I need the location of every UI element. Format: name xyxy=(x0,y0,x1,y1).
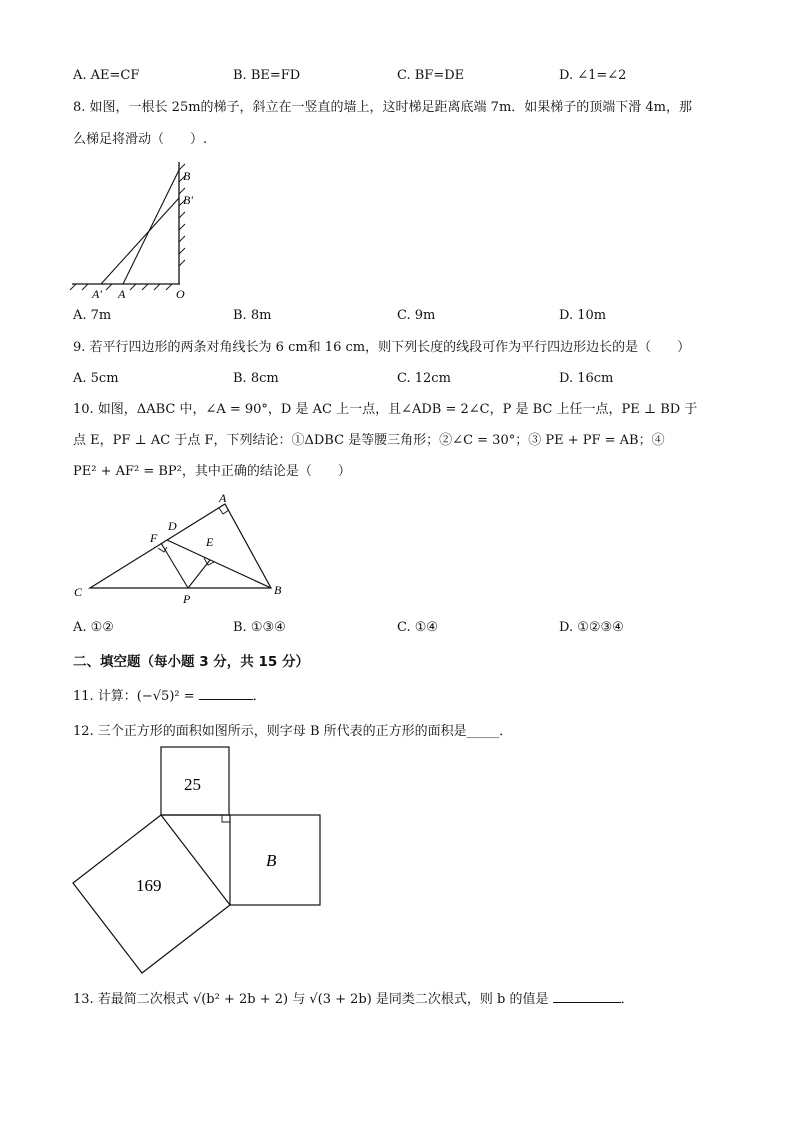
q12-squares-figure xyxy=(70,746,330,976)
q8-label-a: A xyxy=(118,287,126,301)
q9-option-b: B. 8cm xyxy=(233,371,279,386)
q10-option-c: C. ①④ xyxy=(397,620,439,635)
q8-label-o: O xyxy=(176,287,185,301)
q8-option-c: C. 9m xyxy=(397,308,436,323)
q8-option-d: D. 10m xyxy=(559,308,607,323)
q10-label-a: A xyxy=(219,491,227,505)
q11-suffix: ． xyxy=(252,689,266,704)
q12-label-b: B xyxy=(266,851,277,870)
q10-text-line3: PE² + AF² = BP²，其中正确的结论是（ ） xyxy=(73,464,351,479)
q9-text-line1: 9. 若平行四边形的两条对角线长为 6 cm和 16 cm，则下列长度的线段可作为平行四边形边长的是（ ） xyxy=(73,340,691,355)
q10-label-e: E xyxy=(206,535,214,549)
q12-text: 12. 三个正方形的面积如图所示，则字母 B 所代表的正方形的面积是_____． xyxy=(73,724,513,739)
q13-answer-blank xyxy=(553,988,621,1003)
q10-option-a: A. ①② xyxy=(73,620,114,635)
q10-label-b: B xyxy=(274,583,282,597)
q8-text-line1: 8. 如图，一根长 25m的梯子，斜立在一竖直的墙上，这时梯足距离底端 7m．如果梯子的顶端下滑 4m，那 xyxy=(73,100,692,115)
q8-label-b-prime: B′ xyxy=(183,193,193,207)
q10-option-d: D. ①②③④ xyxy=(559,620,624,635)
q7-option-a: A. AE=CF xyxy=(73,68,140,83)
q12-label-25: 25 xyxy=(184,775,201,794)
q8-option-a: A. 7m xyxy=(73,308,112,323)
q10-label-p: P xyxy=(183,592,191,606)
q7-option-d: D. ∠1=∠2 xyxy=(559,68,627,83)
q8-label-b: B xyxy=(183,169,191,183)
q10-label-d: D xyxy=(168,519,177,533)
q10-label-f: F xyxy=(150,531,158,545)
q7-option-b: B. BE=FD xyxy=(233,68,301,83)
q11-text xyxy=(73,685,266,707)
section2-title: 二、填空题（每小题 3 分，共 15 分） xyxy=(73,654,309,670)
q13-suffix: ． xyxy=(620,992,634,1007)
q8-label-a-prime: A′ xyxy=(92,287,102,301)
q10-triangle-figure xyxy=(70,488,300,608)
q10-option-b: B. ①③④ xyxy=(233,620,286,635)
q10-text-line2: 点 E，PF ⊥ AC 于点 F，下列结论：①ΔDBC 是等腰三角形；②∠C = 30°；③ PE + PF = AB；④ xyxy=(73,433,665,448)
q8-text-line2: 么梯足将滑动（ ）. xyxy=(73,132,208,147)
q12-label-169: 169 xyxy=(136,876,162,895)
q9-option-a: A. 5cm xyxy=(73,371,119,386)
q9-option-d: D. 16cm xyxy=(559,371,614,386)
q11-answer-blank xyxy=(199,685,253,700)
q7-option-c: C. BF=DE xyxy=(397,68,465,83)
q13-text xyxy=(73,988,634,1010)
q9-option-c: C. 12cm xyxy=(397,371,451,386)
q13-prefix: 13. 若最简二次根式 √(b² + 2b + 2) 与 √(3 + 2b) 是同类二次根式，则 b 的值是 xyxy=(73,992,549,1007)
q10-text-line1: 10. 如图，ΔABC 中，∠A = 90°，D 是 AC 上一点，且∠ADB = 2∠C，P 是 BC 上任一点，PE ⊥ BD 于 xyxy=(73,402,698,417)
q8-ladder-figure xyxy=(70,162,200,302)
q10-label-c: C xyxy=(74,585,83,599)
q8-option-b: B. 8m xyxy=(233,308,272,323)
q11-prefix: 11. 计算：(−√5)² = xyxy=(73,689,195,704)
